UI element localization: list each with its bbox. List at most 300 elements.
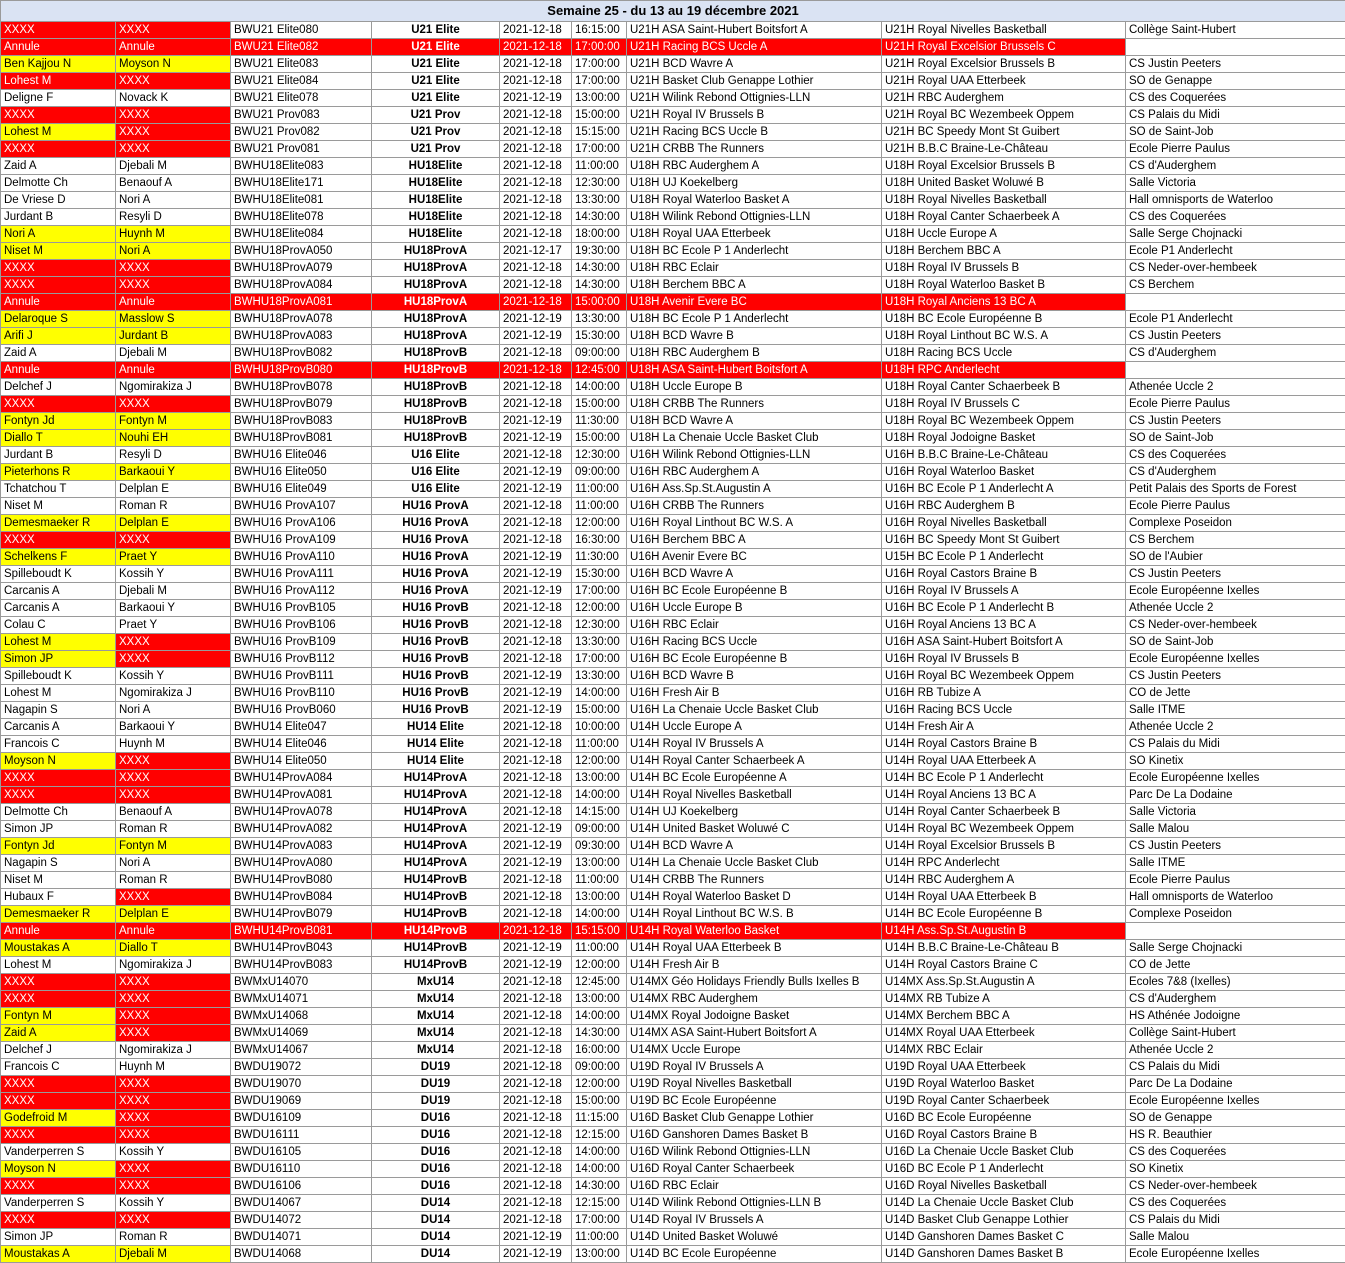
date-cell: 2021-12-18 bbox=[500, 141, 572, 158]
away-team-cell: U14H Royal Canter Schaerbeek B bbox=[882, 804, 1126, 821]
home-team-cell: U18H BC Ecole P 1 Anderlecht bbox=[627, 311, 882, 328]
category-cell: HU18ProvA bbox=[372, 294, 500, 311]
date-cell: 2021-12-18 bbox=[500, 600, 572, 617]
table-row bbox=[1, 804, 1345, 821]
table-row bbox=[1, 362, 1345, 379]
away-team-cell: U16H Royal IV Brussels B bbox=[882, 651, 1126, 668]
referee-1-cell: Carcanis A bbox=[1, 600, 116, 617]
referee-1-cell: XXXX bbox=[1, 1178, 116, 1195]
venue-cell: CS Neder-over-hembeek bbox=[1126, 1178, 1345, 1195]
category-cell: U21 Elite bbox=[372, 56, 500, 73]
match-code-cell: BWHU18ProvA078 bbox=[231, 311, 372, 328]
date-cell: 2021-12-18 bbox=[500, 1212, 572, 1229]
away-team-cell: U18H Royal Canter Schaerbeek B bbox=[882, 379, 1126, 396]
date-cell: 2021-12-19 bbox=[500, 702, 572, 719]
time-cell: 11:00:00 bbox=[572, 1229, 627, 1246]
home-team-cell: U14H Uccle Europe A bbox=[627, 719, 882, 736]
table-row bbox=[1, 940, 1345, 957]
venue-cell: Parc De La Dodaine bbox=[1126, 787, 1345, 804]
match-code-cell: BWU21 Elite082 bbox=[231, 39, 372, 56]
home-team-cell: U16D Royal Canter Schaerbeek bbox=[627, 1161, 882, 1178]
table-row bbox=[1, 158, 1345, 175]
away-team-cell: U16D BC Ecole Européenne bbox=[882, 1110, 1126, 1127]
table-row bbox=[1, 634, 1345, 651]
category-cell: HU16 ProvA bbox=[372, 498, 500, 515]
time-cell: 16:30:00 bbox=[572, 532, 627, 549]
referee-1-cell: Pieterhons R bbox=[1, 464, 116, 481]
referee-2-cell: Djebali M bbox=[116, 345, 231, 362]
referee-1-cell: Lohest M bbox=[1, 957, 116, 974]
referee-2-cell: Djebali M bbox=[116, 1246, 231, 1263]
referee-1-cell: Ben Kajjou N bbox=[1, 56, 116, 73]
table-row bbox=[1, 668, 1345, 685]
table-row bbox=[1, 1178, 1345, 1195]
referee-1-cell: XXXX bbox=[1, 260, 116, 277]
category-cell: HU14ProvA bbox=[372, 787, 500, 804]
referee-2-cell: XXXX bbox=[116, 73, 231, 90]
table-row bbox=[1, 1025, 1345, 1042]
away-team-cell: U21H B.B.C Braine-Le-Château bbox=[882, 141, 1126, 158]
away-team-cell: U21H Royal BC Wezembeek Oppem bbox=[882, 107, 1126, 124]
match-code-cell: BWHU18Elite078 bbox=[231, 209, 372, 226]
match-code-cell: BWHU18ProvB081 bbox=[231, 430, 372, 447]
home-team-cell: U16H Wilink Rebond Ottignies-LLN bbox=[627, 447, 882, 464]
time-cell: 13:00:00 bbox=[572, 889, 627, 906]
referee-1-cell: Delchef J bbox=[1, 1042, 116, 1059]
away-team-cell: U16H Royal Waterloo Basket bbox=[882, 464, 1126, 481]
away-team-cell: U18H Royal Canter Schaerbeek A bbox=[882, 209, 1126, 226]
home-team-cell: U16H Racing BCS Uccle bbox=[627, 634, 882, 651]
away-team-cell: U21H RBC Auderghem bbox=[882, 90, 1126, 107]
category-cell: DU16 bbox=[372, 1127, 500, 1144]
category-cell: HU14ProvB bbox=[372, 940, 500, 957]
away-team-cell: U14H Royal Anciens 13 BC A bbox=[882, 787, 1126, 804]
date-cell: 2021-12-18 bbox=[500, 1042, 572, 1059]
referee-2-cell: Nori A bbox=[116, 192, 231, 209]
match-code-cell: BWHU16 ProvA109 bbox=[231, 532, 372, 549]
match-code-cell: BWHU16 ProvA107 bbox=[231, 498, 372, 515]
category-cell: U21 Elite bbox=[372, 73, 500, 90]
date-cell: 2021-12-18 bbox=[500, 124, 572, 141]
referee-2-cell: Kossih Y bbox=[116, 566, 231, 583]
away-team-cell: U14MX Ass.Sp.St.Augustin A bbox=[882, 974, 1126, 991]
home-team-cell: U21H ASA Saint-Hubert Boitsfort A bbox=[627, 22, 882, 39]
time-cell: 17:00:00 bbox=[572, 73, 627, 90]
category-cell: MxU14 bbox=[372, 974, 500, 991]
match-code-cell: BWHU16 ProvB111 bbox=[231, 668, 372, 685]
match-code-cell: BWMxU14071 bbox=[231, 991, 372, 1008]
match-code-cell: BWHU16 ProvA111 bbox=[231, 566, 372, 583]
venue-cell: Ecole P1 Anderlecht bbox=[1126, 311, 1345, 328]
table-row bbox=[1, 481, 1345, 498]
referee-2-cell: Resyli D bbox=[116, 447, 231, 464]
referee-2-cell: Roman R bbox=[116, 1229, 231, 1246]
home-team-cell: U14MX RBC Auderghem bbox=[627, 991, 882, 1008]
home-team-cell: U18H La Chenaie Uccle Basket Club bbox=[627, 430, 882, 447]
time-cell: 11:00:00 bbox=[572, 481, 627, 498]
date-cell: 2021-12-18 bbox=[500, 175, 572, 192]
referee-2-cell: Roman R bbox=[116, 498, 231, 515]
referee-1-cell: Niset M bbox=[1, 498, 116, 515]
away-team-cell: U16H Royal BC Wezembeek Oppem bbox=[882, 668, 1126, 685]
time-cell: 15:00:00 bbox=[572, 1093, 627, 1110]
category-cell: DU16 bbox=[372, 1144, 500, 1161]
venue-cell: CS Palais du Midi bbox=[1126, 1212, 1345, 1229]
away-team-cell: U16H Royal IV Brussels A bbox=[882, 583, 1126, 600]
venue-cell: Salle Victoria bbox=[1126, 804, 1345, 821]
match-code-cell: BWU21 Elite080 bbox=[231, 22, 372, 39]
table-row bbox=[1, 396, 1345, 413]
match-code-cell: BWDU16111 bbox=[231, 1127, 372, 1144]
referee-2-cell: XXXX bbox=[116, 396, 231, 413]
table-row bbox=[1, 600, 1345, 617]
table-row bbox=[1, 192, 1345, 209]
venue-cell: Hall omnisports de Waterloo bbox=[1126, 889, 1345, 906]
date-cell: 2021-12-18 bbox=[500, 396, 572, 413]
referee-1-cell: Annule bbox=[1, 362, 116, 379]
date-cell: 2021-12-19 bbox=[500, 481, 572, 498]
time-cell: 15:15:00 bbox=[572, 923, 627, 940]
time-cell: 17:00:00 bbox=[572, 1212, 627, 1229]
date-cell: 2021-12-19 bbox=[500, 311, 572, 328]
time-cell: 13:00:00 bbox=[572, 991, 627, 1008]
time-cell: 15:00:00 bbox=[572, 430, 627, 447]
table-row bbox=[1, 226, 1345, 243]
match-code-cell: BWHU16 Elite046 bbox=[231, 447, 372, 464]
referee-2-cell: Ngomirakiza J bbox=[116, 957, 231, 974]
referee-1-cell: Moustakas A bbox=[1, 1246, 116, 1263]
match-code-cell: BWHU16 ProvB105 bbox=[231, 600, 372, 617]
category-cell: DU14 bbox=[372, 1212, 500, 1229]
venue-cell: Collège Saint-Hubert bbox=[1126, 1025, 1345, 1042]
home-team-cell: U21H Racing BCS Uccle A bbox=[627, 39, 882, 56]
referee-1-cell: Vanderperren S bbox=[1, 1195, 116, 1212]
home-team-cell: U16H BCD Wavre A bbox=[627, 566, 882, 583]
home-team-cell: U19D Royal Nivelles Basketball bbox=[627, 1076, 882, 1093]
date-cell: 2021-12-18 bbox=[500, 226, 572, 243]
date-cell: 2021-12-18 bbox=[500, 617, 572, 634]
venue-cell: SO de l'Aubier bbox=[1126, 549, 1345, 566]
date-cell: 2021-12-19 bbox=[500, 838, 572, 855]
category-cell: HU14ProvA bbox=[372, 804, 500, 821]
away-team-cell: U16H Royal Nivelles Basketball bbox=[882, 515, 1126, 532]
away-team-cell: U14H Royal Castors Braine C bbox=[882, 957, 1126, 974]
referee-1-cell: Demesmaeker R bbox=[1, 906, 116, 923]
time-cell: 14:30:00 bbox=[572, 260, 627, 277]
home-team-cell: U18H Uccle Europe B bbox=[627, 379, 882, 396]
referee-2-cell: Roman R bbox=[116, 872, 231, 889]
match-code-cell: BWU21 Prov083 bbox=[231, 107, 372, 124]
time-cell: 17:00:00 bbox=[572, 651, 627, 668]
referee-2-cell: Huynh M bbox=[116, 1059, 231, 1076]
table-row bbox=[1, 328, 1345, 345]
away-team-cell: U18H Royal IV Brussels B bbox=[882, 260, 1126, 277]
away-team-cell: U14H RBC Auderghem A bbox=[882, 872, 1126, 889]
table-row bbox=[1, 702, 1345, 719]
venue-cell: CS Justin Peeters bbox=[1126, 413, 1345, 430]
category-cell: HU14ProvA bbox=[372, 855, 500, 872]
referee-1-cell: Diallo T bbox=[1, 430, 116, 447]
venue-cell: Ecole Européenne Ixelles bbox=[1126, 770, 1345, 787]
match-code-cell: BWU21 Prov082 bbox=[231, 124, 372, 141]
venue-cell: Salle ITME bbox=[1126, 702, 1345, 719]
time-cell: 13:30:00 bbox=[572, 668, 627, 685]
venue-cell: Ecole Pierre Paulus bbox=[1126, 141, 1345, 158]
home-team-cell: U18H RBC Auderghem A bbox=[627, 158, 882, 175]
venue-cell bbox=[1126, 923, 1345, 940]
away-team-cell: U16H Royal Castors Braine B bbox=[882, 566, 1126, 583]
sheet-title: Semaine 25 - du 13 au 19 décembre 2021 bbox=[1, 1, 1345, 22]
date-cell: 2021-12-19 bbox=[500, 583, 572, 600]
table-row bbox=[1, 56, 1345, 73]
referee-1-cell: Francois C bbox=[1, 1059, 116, 1076]
time-cell: 15:00:00 bbox=[572, 107, 627, 124]
category-cell: HU18ProvB bbox=[372, 379, 500, 396]
home-team-cell: U14H Fresh Air B bbox=[627, 957, 882, 974]
match-code-cell: BWHU18ProvA079 bbox=[231, 260, 372, 277]
venue-cell: Parc De La Dodaine bbox=[1126, 1076, 1345, 1093]
category-cell: U16 Elite bbox=[372, 481, 500, 498]
time-cell: 17:00:00 bbox=[572, 39, 627, 56]
away-team-cell: U18H Royal BC Wezembeek Oppem bbox=[882, 413, 1126, 430]
category-cell: HU14ProvB bbox=[372, 872, 500, 889]
referee-1-cell: Fontyn Jd bbox=[1, 838, 116, 855]
category-cell: HU18ProvA bbox=[372, 260, 500, 277]
away-team-cell: U14H Royal BC Wezembeek Oppem bbox=[882, 821, 1126, 838]
away-team-cell: U14H Ass.Sp.St.Augustin B bbox=[882, 923, 1126, 940]
time-cell: 15:30:00 bbox=[572, 566, 627, 583]
venue-cell: Salle ITME bbox=[1126, 855, 1345, 872]
match-code-cell: BWHU18ProvB080 bbox=[231, 362, 372, 379]
table-row bbox=[1, 566, 1345, 583]
away-team-cell: U14H Fresh Air A bbox=[882, 719, 1126, 736]
home-team-cell: U16H RBC Eclair bbox=[627, 617, 882, 634]
referee-1-cell: Francois C bbox=[1, 736, 116, 753]
home-team-cell: U18H Royal Waterloo Basket A bbox=[627, 192, 882, 209]
home-team-cell: U18H BC Ecole P 1 Anderlecht bbox=[627, 243, 882, 260]
date-cell: 2021-12-18 bbox=[500, 73, 572, 90]
referee-2-cell: XXXX bbox=[116, 991, 231, 1008]
venue-cell: CS Palais du Midi bbox=[1126, 107, 1345, 124]
home-team-cell: U16H BCD Wavre B bbox=[627, 668, 882, 685]
referee-1-cell: Arifi J bbox=[1, 328, 116, 345]
venue-cell: Ecole Pierre Paulus bbox=[1126, 872, 1345, 889]
date-cell: 2021-12-18 bbox=[500, 787, 572, 804]
venue-cell: CS Palais du Midi bbox=[1126, 736, 1345, 753]
table-row bbox=[1, 906, 1345, 923]
referee-1-cell: Fontyn M bbox=[1, 1008, 116, 1025]
time-cell: 13:00:00 bbox=[572, 1246, 627, 1263]
referee-1-cell: Simon JP bbox=[1, 651, 116, 668]
time-cell: 12:30:00 bbox=[572, 617, 627, 634]
date-cell: 2021-12-19 bbox=[500, 1229, 572, 1246]
match-code-cell: BWHU18Elite083 bbox=[231, 158, 372, 175]
time-cell: 12:00:00 bbox=[572, 1076, 627, 1093]
away-team-cell: U18H Royal Linthout BC W.S. A bbox=[882, 328, 1126, 345]
date-cell: 2021-12-18 bbox=[500, 872, 572, 889]
table-row bbox=[1, 974, 1345, 991]
referee-1-cell: XXXX bbox=[1, 1076, 116, 1093]
table-row bbox=[1, 260, 1345, 277]
referee-2-cell: Nori A bbox=[116, 702, 231, 719]
date-cell: 2021-12-18 bbox=[500, 753, 572, 770]
away-team-cell: U18H United Basket Woluwé B bbox=[882, 175, 1126, 192]
date-cell: 2021-12-18 bbox=[500, 294, 572, 311]
category-cell: U21 Elite bbox=[372, 22, 500, 39]
referee-2-cell: Roman R bbox=[116, 821, 231, 838]
referee-2-cell: XXXX bbox=[116, 1178, 231, 1195]
venue-cell: SO Kinetix bbox=[1126, 753, 1345, 770]
referee-1-cell: Moyson N bbox=[1, 1161, 116, 1178]
date-cell: 2021-12-18 bbox=[500, 345, 572, 362]
category-cell: HU16 ProvB bbox=[372, 651, 500, 668]
match-code-cell: BWHU16 ProvB109 bbox=[231, 634, 372, 651]
match-code-cell: BWHU14ProvB081 bbox=[231, 923, 372, 940]
time-cell: 18:00:00 bbox=[572, 226, 627, 243]
match-code-cell: BWHU14ProvA080 bbox=[231, 855, 372, 872]
referee-1-cell: Delmotte Ch bbox=[1, 804, 116, 821]
referee-2-cell: Barkaoui Y bbox=[116, 600, 231, 617]
away-team-cell: U18H Royal IV Brussels C bbox=[882, 396, 1126, 413]
referee-2-cell: XXXX bbox=[116, 1110, 231, 1127]
venue-cell: Complexe Poseidon bbox=[1126, 906, 1345, 923]
venue-cell: SO de Genappe bbox=[1126, 73, 1345, 90]
time-cell: 12:00:00 bbox=[572, 600, 627, 617]
date-cell: 2021-12-18 bbox=[500, 158, 572, 175]
away-team-cell: U14H BC Ecole P 1 Anderlecht bbox=[882, 770, 1126, 787]
category-cell: HU18ProvB bbox=[372, 345, 500, 362]
time-cell: 11:00:00 bbox=[572, 736, 627, 753]
home-team-cell: U16H BC Ecole Européenne B bbox=[627, 583, 882, 600]
referee-1-cell: XXXX bbox=[1, 107, 116, 124]
match-code-cell: BWHU14 Elite050 bbox=[231, 753, 372, 770]
home-team-cell: U16H Fresh Air B bbox=[627, 685, 882, 702]
date-cell: 2021-12-18 bbox=[500, 447, 572, 464]
date-cell: 2021-12-19 bbox=[500, 566, 572, 583]
home-team-cell: U18H BCD Wavre B bbox=[627, 328, 882, 345]
match-code-cell: BWHU16 ProvB112 bbox=[231, 651, 372, 668]
time-cell: 15:00:00 bbox=[572, 702, 627, 719]
venue-cell: CS des Coquerées bbox=[1126, 1144, 1345, 1161]
referee-1-cell: Annule bbox=[1, 923, 116, 940]
away-team-cell: U14MX RBC Eclair bbox=[882, 1042, 1126, 1059]
venue-cell: Collège Saint-Hubert bbox=[1126, 22, 1345, 39]
match-code-cell: BWHU16 ProvB106 bbox=[231, 617, 372, 634]
referee-2-cell: Nori A bbox=[116, 243, 231, 260]
time-cell: 15:30:00 bbox=[572, 328, 627, 345]
home-team-cell: U18H Avenir Evere BC bbox=[627, 294, 882, 311]
date-cell: 2021-12-18 bbox=[500, 515, 572, 532]
away-team-cell: U16D La Chenaie Uccle Basket Club bbox=[882, 1144, 1126, 1161]
venue-cell: HS Athénée Jodoigne bbox=[1126, 1008, 1345, 1025]
date-cell: 2021-12-18 bbox=[500, 362, 572, 379]
referee-1-cell: Vanderperren S bbox=[1, 1144, 116, 1161]
referee-2-cell: Diallo T bbox=[116, 940, 231, 957]
referee-2-cell: Djebali M bbox=[116, 583, 231, 600]
date-cell: 2021-12-18 bbox=[500, 1076, 572, 1093]
away-team-cell: U18H Royal Waterloo Basket B bbox=[882, 277, 1126, 294]
match-code-cell: BWHU14ProvA084 bbox=[231, 770, 372, 787]
match-code-cell: BWHU18ProvB078 bbox=[231, 379, 372, 396]
table-row bbox=[1, 1042, 1345, 1059]
time-cell: 17:00:00 bbox=[572, 583, 627, 600]
time-cell: 11:00:00 bbox=[572, 498, 627, 515]
date-cell: 2021-12-18 bbox=[500, 1110, 572, 1127]
referee-1-cell: Annule bbox=[1, 294, 116, 311]
home-team-cell: U21H Royal IV Brussels B bbox=[627, 107, 882, 124]
date-cell: 2021-12-18 bbox=[500, 1178, 572, 1195]
venue-cell bbox=[1126, 294, 1345, 311]
category-cell: HU16 ProvA bbox=[372, 532, 500, 549]
match-code-cell: BWHU14ProvB083 bbox=[231, 957, 372, 974]
away-team-cell: U21H Royal Nivelles Basketball bbox=[882, 22, 1126, 39]
table-row bbox=[1, 1195, 1345, 1212]
category-cell: DU16 bbox=[372, 1178, 500, 1195]
away-team-cell: U14D Ganshoren Dames Basket C bbox=[882, 1229, 1126, 1246]
home-team-cell: U14H Royal Waterloo Basket bbox=[627, 923, 882, 940]
venue-cell: Athenée Uccle 2 bbox=[1126, 379, 1345, 396]
category-cell: HU18Elite bbox=[372, 192, 500, 209]
time-cell: 10:00:00 bbox=[572, 719, 627, 736]
table-row bbox=[1, 311, 1345, 328]
category-cell: HU14ProvB bbox=[372, 889, 500, 906]
referee-1-cell: XXXX bbox=[1, 991, 116, 1008]
time-cell: 11:00:00 bbox=[572, 158, 627, 175]
referee-2-cell: Kossih Y bbox=[116, 1144, 231, 1161]
venue-cell: Ecole Européenne Ixelles bbox=[1126, 1246, 1345, 1263]
category-cell: HU18Elite bbox=[372, 158, 500, 175]
time-cell: 14:15:00 bbox=[572, 804, 627, 821]
time-cell: 12:30:00 bbox=[572, 447, 627, 464]
referee-1-cell: Fontyn Jd bbox=[1, 413, 116, 430]
table-row bbox=[1, 1229, 1345, 1246]
home-team-cell: U16H Uccle Europe B bbox=[627, 600, 882, 617]
home-team-cell: U14D United Basket Woluwé bbox=[627, 1229, 882, 1246]
referee-2-cell: Ngomirakiza J bbox=[116, 1042, 231, 1059]
referee-2-cell: XXXX bbox=[116, 1076, 231, 1093]
referee-2-cell: Jurdant B bbox=[116, 328, 231, 345]
home-team-cell: U18H Royal UAA Etterbeek bbox=[627, 226, 882, 243]
table-row bbox=[1, 22, 1345, 39]
table-row bbox=[1, 1144, 1345, 1161]
home-team-cell: U14H United Basket Woluwé C bbox=[627, 821, 882, 838]
table-row bbox=[1, 90, 1345, 107]
time-cell: 14:30:00 bbox=[572, 1178, 627, 1195]
time-cell: 11:00:00 bbox=[572, 940, 627, 957]
referee-2-cell: Resyli D bbox=[116, 209, 231, 226]
time-cell: 09:30:00 bbox=[572, 838, 627, 855]
venue-cell: Ecole Pierre Paulus bbox=[1126, 396, 1345, 413]
match-code-cell: BWHU18ProvB083 bbox=[231, 413, 372, 430]
home-team-cell: U16D Ganshoren Dames Basket B bbox=[627, 1127, 882, 1144]
venue-cell: CS Berchem bbox=[1126, 277, 1345, 294]
date-cell: 2021-12-18 bbox=[500, 736, 572, 753]
date-cell: 2021-12-19 bbox=[500, 328, 572, 345]
referee-1-cell: Schelkens F bbox=[1, 549, 116, 566]
home-team-cell: U14H Royal Canter Schaerbeek A bbox=[627, 753, 882, 770]
away-team-cell: U16H RBC Auderghem B bbox=[882, 498, 1126, 515]
table-row bbox=[1, 124, 1345, 141]
category-cell: HU18ProvB bbox=[372, 430, 500, 447]
category-cell: HU16 ProvB bbox=[372, 685, 500, 702]
time-cell: 14:30:00 bbox=[572, 277, 627, 294]
home-team-cell: U16D Basket Club Genappe Lothier bbox=[627, 1110, 882, 1127]
category-cell: HU14 Elite bbox=[372, 736, 500, 753]
match-code-cell: BWHU14ProvB084 bbox=[231, 889, 372, 906]
date-cell: 2021-12-18 bbox=[500, 22, 572, 39]
away-team-cell: U19D Royal Waterloo Basket bbox=[882, 1076, 1126, 1093]
referee-2-cell: XXXX bbox=[116, 260, 231, 277]
